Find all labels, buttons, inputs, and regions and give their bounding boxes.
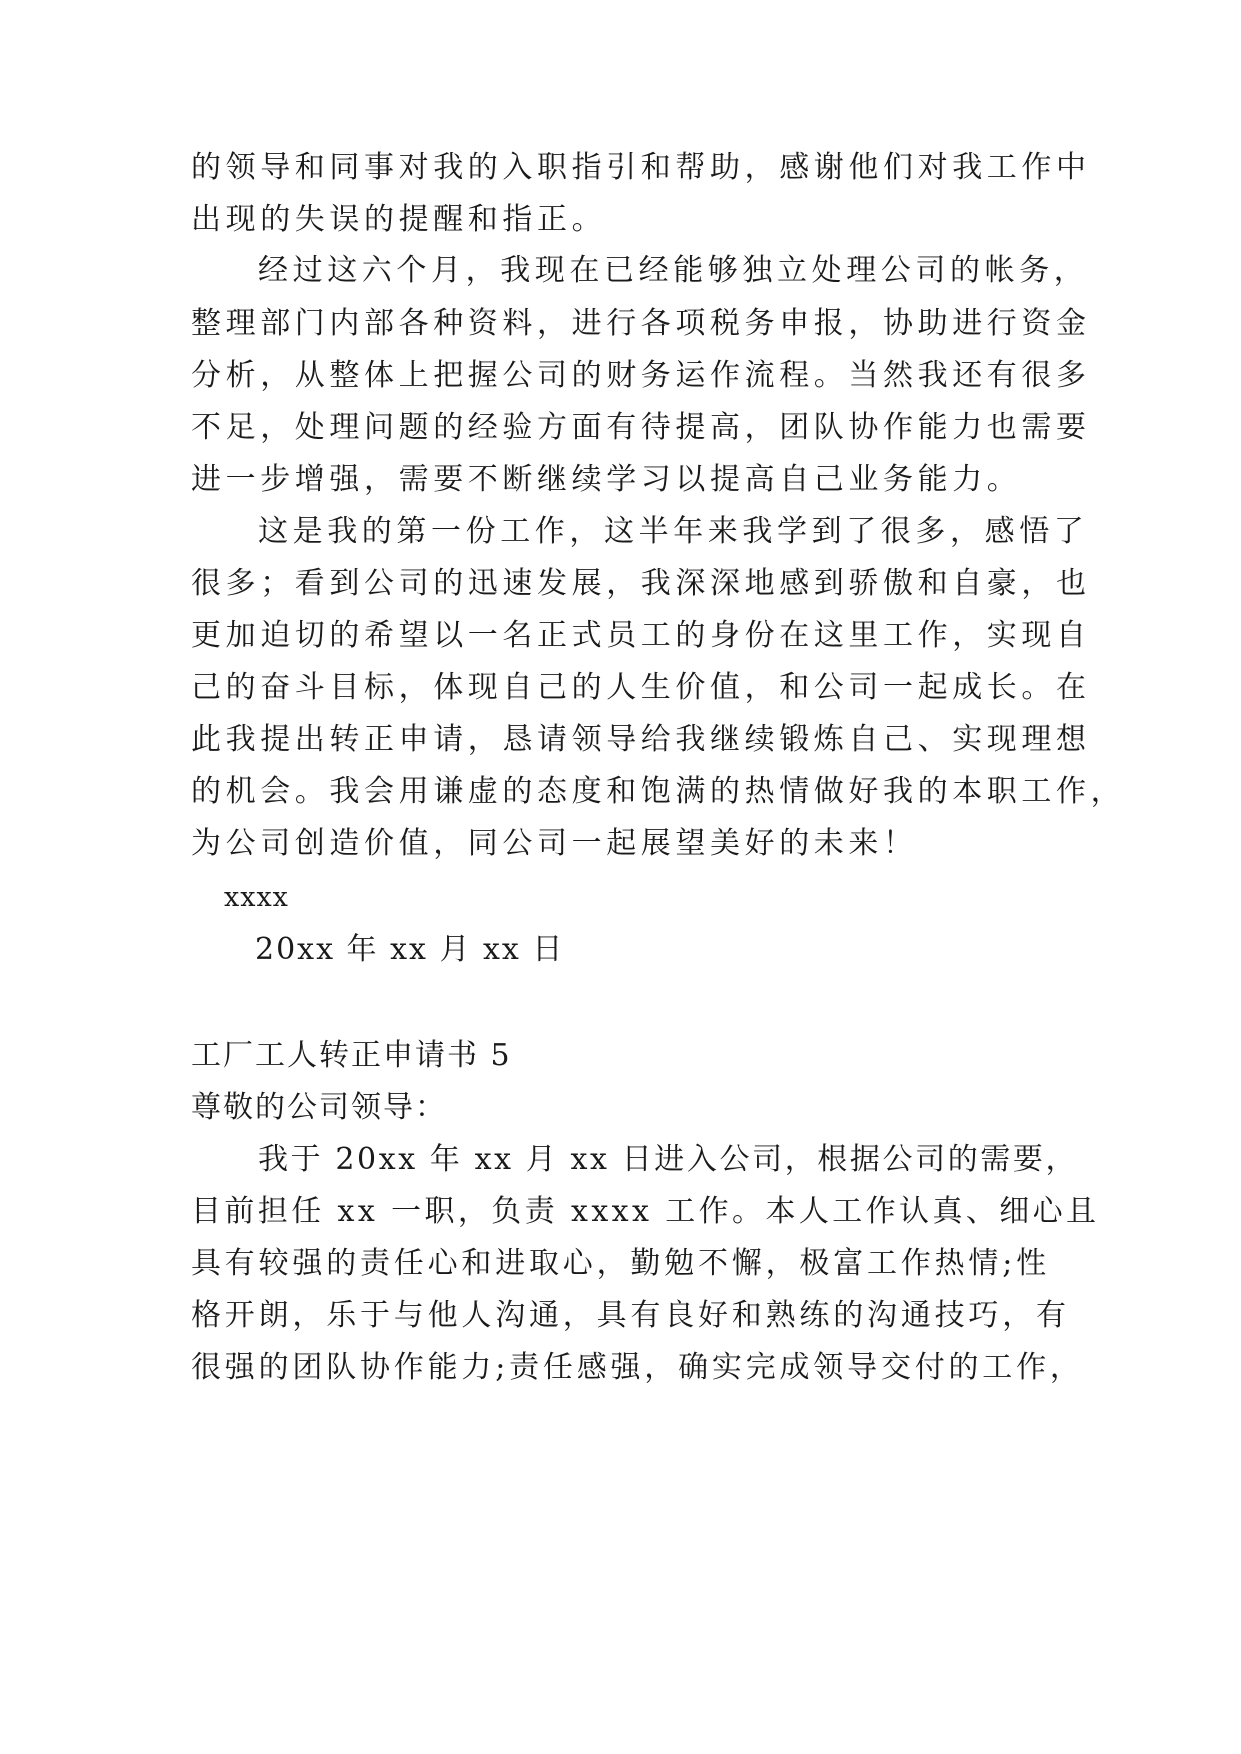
paragraph-line: 进一步增强，需要不断继续学习以提高自己业务能力。	[191, 462, 1022, 497]
paragraph-line: 为公司创造价值，同公司一起展望美好的未来！	[191, 826, 918, 861]
salutation: 尊敬的公司领导：	[191, 1090, 447, 1125]
paragraph-line: 很多；看到公司的迅速发展，我深深地感到骄傲和自豪，也	[191, 566, 1091, 601]
paragraph-line: 出现的失误的提醒和指正。	[191, 202, 607, 237]
paragraph-line: 整理部门内部各种资料，进行各项税务申报，协助进行资金	[191, 306, 1091, 341]
paragraph-line: 此我提出转正申请，恳请领导给我继续锻炼自己、实现理想	[191, 722, 1091, 757]
paragraph-line: 具有较强的责任心和进取心，勤勉不懈，极富工作热情;性	[191, 1246, 1050, 1281]
section-title: 工厂工人转正申请书 5	[191, 1038, 512, 1073]
paragraph-line: 不足，处理问题的经验方面有待提高，团队协作能力也需要	[191, 410, 1091, 445]
paragraph-line: 这是我的第一份工作，这半年来我学到了很多，感悟了	[258, 514, 1089, 549]
paragraph-line: 经过这六个月，我现在已经能够独立处理公司的帐务，	[258, 253, 1089, 288]
paragraph-line: 己的奋斗目标，体现自己的人生价值，和公司一起成长。在	[191, 670, 1091, 705]
paragraph-line: 目前担任 xx 一职，负责 xxxx 工作。本人工作认真、细心且	[191, 1194, 1100, 1229]
paragraph-line: 很强的团队协作能力;责任感强，确实完成领导交付的工作，	[191, 1350, 1084, 1385]
paragraph-line: 的机会。我会用谦虚的态度和饱满的热情做好我的本职工作，	[191, 774, 1126, 809]
paragraph-line: 我于 20xx 年 xx 月 xx 日进入公司，根据公司的需要，	[258, 1142, 1079, 1177]
paragraph-line: 分析，从整体上把握公司的财务运作流程。当然我还有很多	[191, 358, 1091, 393]
signature-date: 20xx 年 xx 月 xx 日	[255, 932, 565, 967]
paragraph-line: 的领导和同事对我的入职指引和帮助，感谢他们对我工作中	[191, 150, 1091, 185]
paragraph-line: 格开朗，乐于与他人沟通，具有良好和熟练的沟通技巧，有	[191, 1298, 1070, 1333]
signature-name: xxxx	[224, 882, 289, 913]
paragraph-line: 更加迫切的希望以一名正式员工的身份在这里工作，实现自	[191, 618, 1091, 653]
